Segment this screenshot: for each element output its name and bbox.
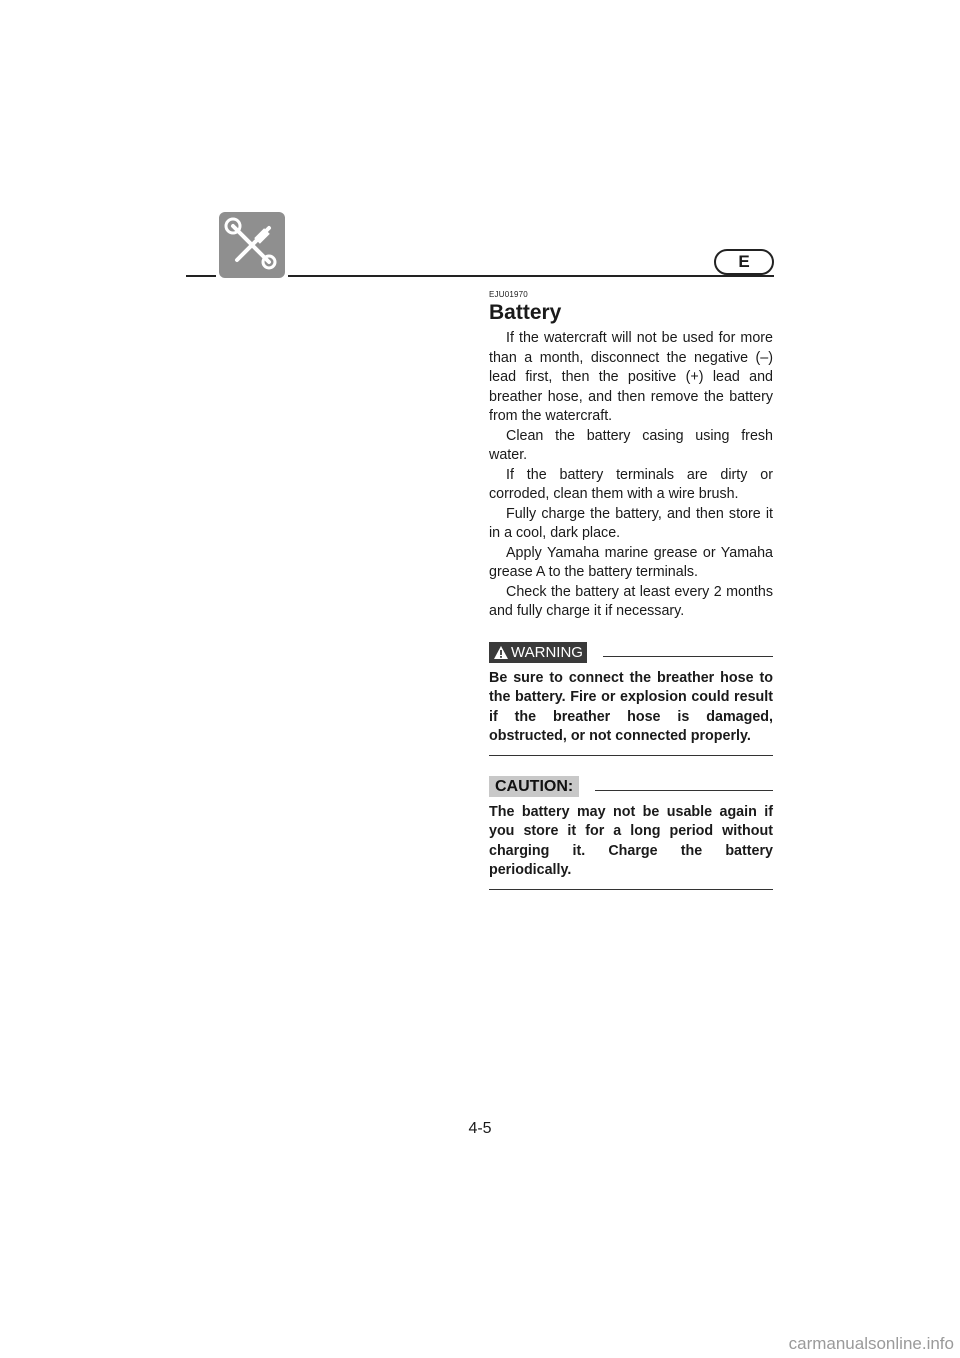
language-badge: E [714, 249, 774, 275]
header-rule-right [288, 275, 774, 277]
paragraph: Clean the battery casing using fresh water. [489, 427, 773, 463]
caution-text: The battery may not be usable again if you store it for a long period without charging it. Charge the battery periodically. [489, 803, 773, 890]
warning-header [489, 642, 773, 663]
paragraph: Apply Yamaha marine grease or Yamaha grease A to the battery terminals. [489, 544, 773, 580]
paragraph: Check the battery at least every 2 months and fully charge it if necessary. [489, 583, 773, 619]
caution-rule [595, 790, 773, 791]
warning-label [489, 642, 587, 663]
paragraph: If the watercraft will not be used for more than a month, disconnect the negative (–) lead first, then the positive (+) lead and breather hose, and then remove the battery from the watercraft. [489, 330, 773, 424]
battery-section [489, 290, 773, 890]
caution-header [489, 776, 773, 797]
section-code: EJU01970 [489, 290, 528, 299]
warning-text: Be sure to connect the breather hose to the battery. Fire or explosion could result if the breather hose is damaged, obstructed, or not connected properly. [489, 669, 773, 756]
section-title: Battery [489, 301, 562, 324]
paragraph: If the battery terminals are dirty or corroded, clean them with a wire brush. [489, 466, 773, 502]
warning-triangle-icon [493, 645, 509, 660]
warning-label-text: WARNING [511, 643, 583, 661]
maintenance-tools-icon [219, 212, 285, 278]
header-rule-left [186, 275, 216, 277]
page-number: 4-5 [468, 1120, 492, 1137]
paragraph: Fully charge the battery, and then store it in a cool, dark place. [489, 505, 773, 541]
caution-label: CAUTION: [489, 776, 579, 797]
watermark: carmanualsonline.info [788, 1334, 954, 1353]
warning-rule [603, 656, 773, 657]
